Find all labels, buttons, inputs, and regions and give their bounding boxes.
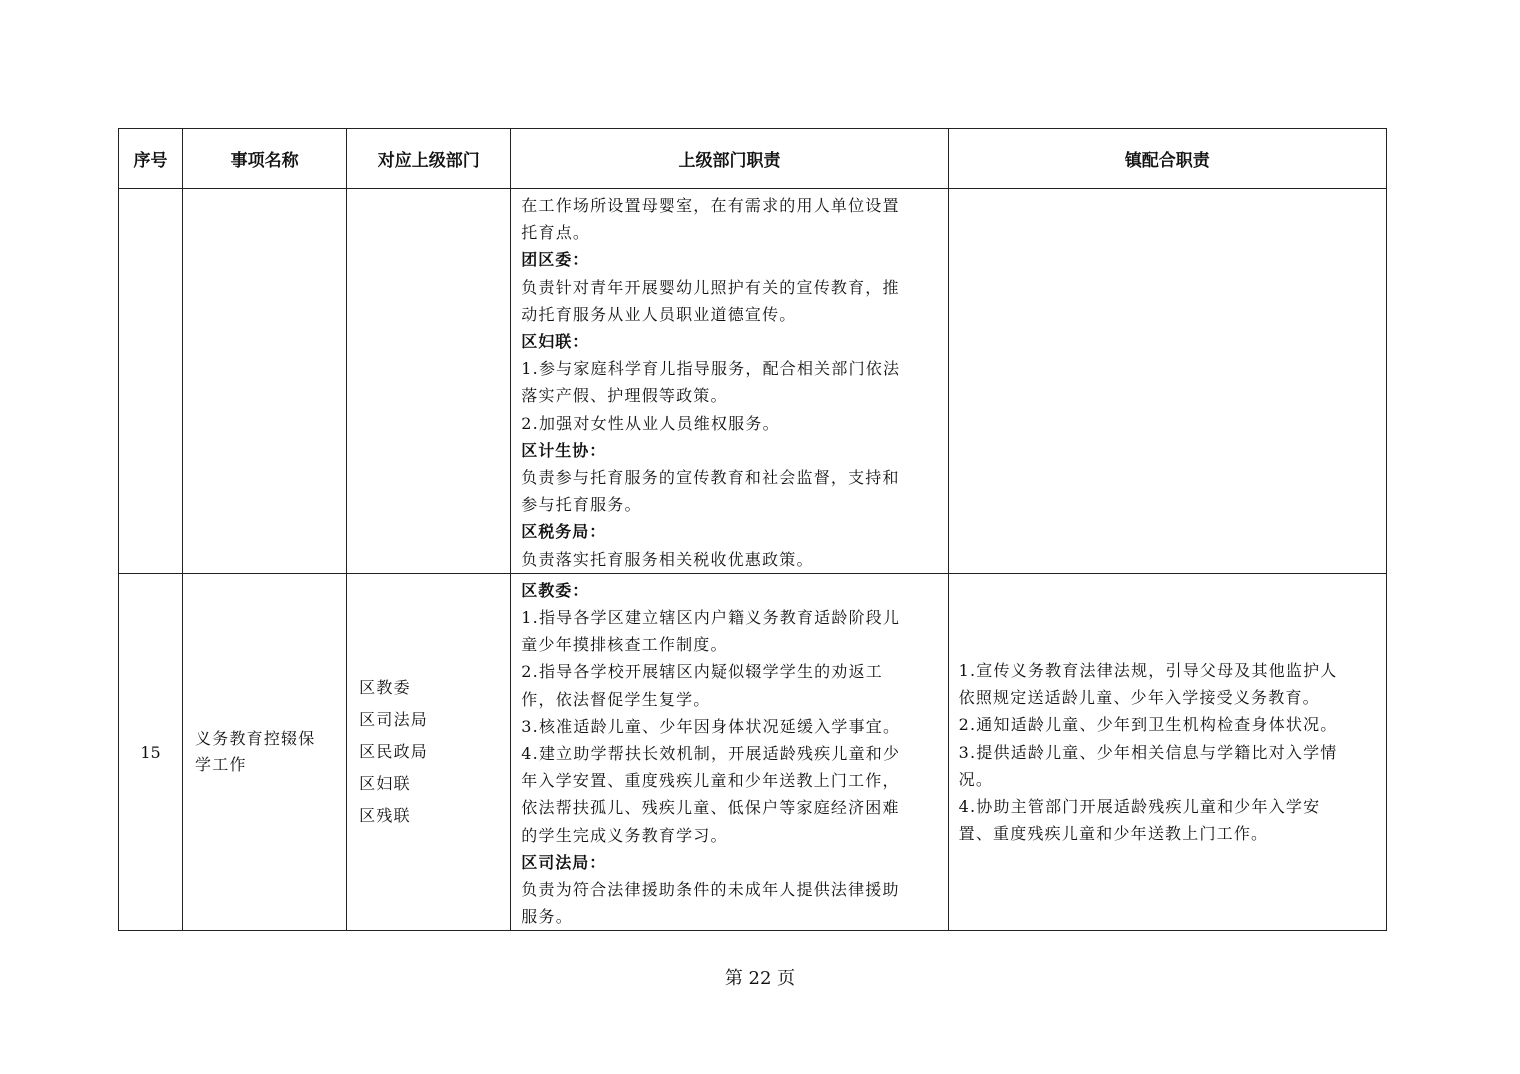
responsibility-table [118, 128, 1387, 931]
cell-department-duties [511, 189, 948, 574]
duty-line: 2.加强对女性从业人员维权服务。 [521, 413, 780, 433]
cell-department-duties [511, 573, 948, 931]
header-item-name: 事项名称 [183, 129, 347, 189]
town-duties-list [959, 657, 1376, 847]
cell-number [119, 189, 183, 574]
department-name: 区民政局 [359, 742, 428, 762]
header-number: 序号 [119, 129, 183, 189]
duties-list [521, 577, 937, 931]
cell-number: 15 [119, 573, 183, 931]
department-name: 区司法局 [359, 710, 428, 730]
duty-line: 作，依法督促学生复学。 [521, 689, 711, 709]
duty-line: 动托育服务从业人员职业道德宣传。 [521, 304, 797, 324]
department-name: 区教委 [359, 678, 411, 698]
town-duty-line: 4.协助主管部门开展适龄残疾儿童和少年入学安 [958, 796, 1321, 816]
table-row [119, 573, 1387, 931]
duty-line: 的学生完成义务教育学习。 [521, 825, 728, 845]
department-heading: 区计生协： [521, 440, 607, 460]
town-duty-line: 况。 [958, 769, 994, 789]
cell-town-duties [948, 189, 1386, 574]
department-heading: 区教委： [521, 580, 590, 600]
duty-line: 托育点。 [521, 223, 591, 243]
cell-item-name [183, 573, 347, 931]
department-heading: 区司法局： [521, 852, 607, 872]
item-name-line: 学工作 [195, 755, 247, 775]
department-name: 区妇联 [359, 774, 411, 794]
duty-line: 3.核准适龄儿童、少年因身体状况延缓入学事宜。 [521, 716, 901, 736]
duty-line: 4.建立助学帮扶长效机制，开展适龄残疾儿童和少 [521, 744, 901, 764]
town-duty-line: 1.宣传义务教育法律法规，引导父母及其他监护人 [958, 660, 1338, 680]
header-department-duties: 上级部门职责 [511, 129, 948, 189]
cell-departments [347, 189, 511, 574]
town-duty-line: 3.提供适龄儿童、少年相关信息与学籍比对入学情 [958, 742, 1338, 762]
department-heading: 区税务局： [521, 522, 607, 542]
duty-line: 负责落实托育服务相关税收优惠政策。 [521, 549, 814, 569]
duty-line: 年入学安置、重度残疾儿童和少年送教上门工作， [521, 771, 900, 791]
header-departments: 对应上级部门 [347, 129, 511, 189]
duty-line: 负责为符合法律援助条件的未成年人提供法律援助 [521, 880, 900, 900]
item-name-line: 义务教育控辍保 [195, 729, 316, 749]
duty-line: 在工作场所设置母婴室，在有需求的用人单位设置 [521, 196, 900, 215]
duty-line: 负责参与托育服务的宣传教育和社会监督，支持和 [521, 468, 900, 488]
department-heading: 区妇联： [521, 332, 590, 352]
cell-departments [347, 573, 511, 931]
page-number: 第 22 页 [724, 968, 796, 989]
duty-line: 1.指导各学区建立辖区内户籍义务教育适龄阶段儿 [521, 608, 901, 628]
duties-list [521, 192, 937, 573]
duty-line: 童少年摸排核查工作制度。 [521, 635, 728, 655]
town-duty-line: 依照规定送适龄儿童、少年入学接受义务教育。 [958, 688, 1320, 708]
town-duty-line: 置、重度残疾儿童和少年送教上门工作。 [958, 824, 1269, 844]
duty-line: 参与托育服务。 [521, 495, 642, 515]
department-name: 区残联 [359, 806, 411, 826]
header-row [119, 129, 1387, 189]
duty-line: 2.指导各学校开展辖区内疑似辍学学生的劝返工 [521, 662, 883, 682]
header-town-duties: 镇配合职责 [948, 129, 1386, 189]
duty-line: 负责针对青年开展婴幼儿照护有关的宣传教育，推 [521, 277, 900, 297]
duty-line: 1.参与家庭科学育儿指导服务，配合相关部门依法 [521, 359, 901, 379]
duty-line: 落实产假、护理假等政策。 [521, 386, 728, 406]
town-duty-line: 2.通知适龄儿童、少年到卫生机构检查身体状况。 [958, 715, 1338, 735]
cell-item-name [183, 189, 347, 574]
cell-town-duties [948, 573, 1386, 931]
table-row [119, 189, 1387, 574]
duty-line: 服务。 [521, 907, 573, 927]
duty-line: 依法帮扶孤儿、残疾儿童、低保户等家庭经济困难 [521, 798, 900, 818]
department-heading: 团区委： [521, 250, 590, 270]
